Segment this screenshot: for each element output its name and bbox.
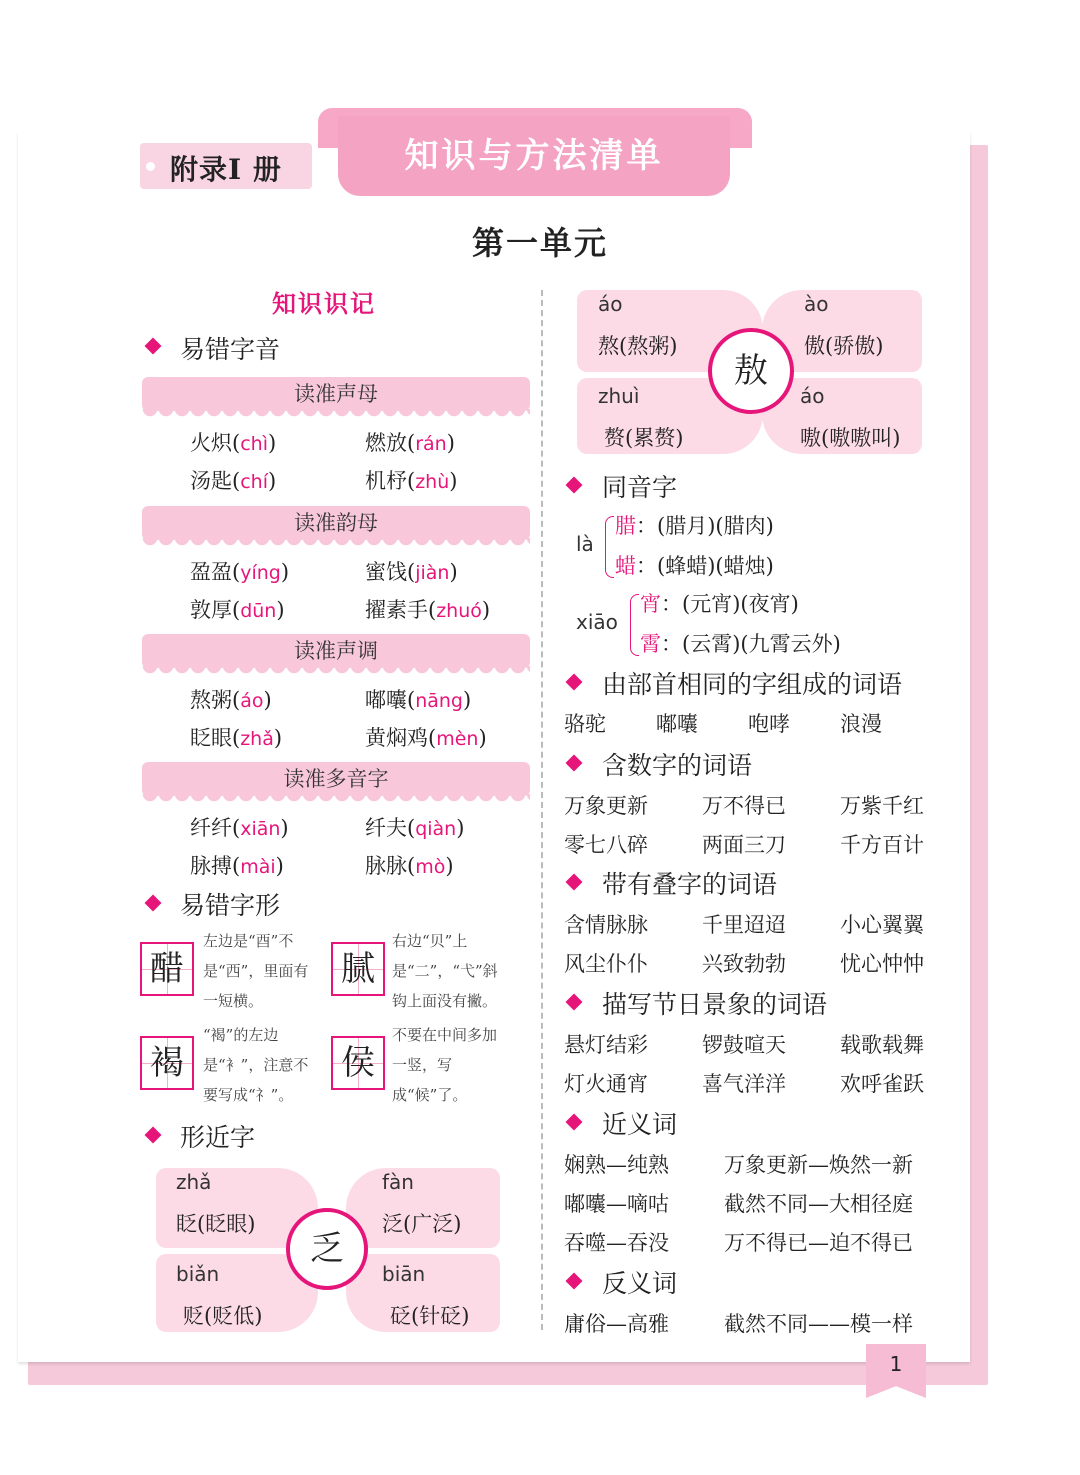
pron-word: 纤纤 [190,816,232,840]
word-item: 万紫千红 [840,794,924,818]
pron-item: 脉脉(mò) [365,854,454,878]
shape-note: 右边“贝”上是“二”，“弋”斜钩上面没有撇。 [392,932,498,1010]
section-radical-title: 由部首相同的字组成的词语 [602,670,903,699]
section-synonym-title: 近义词 [602,1110,678,1139]
pron-word: 纤夫 [365,816,407,840]
word-item: 万不得已 [702,794,786,818]
word-item: 嘟囔—嘀咕 [564,1192,669,1216]
word-item: 万象更新 [564,794,648,818]
pron-word: 盈盈 [190,560,232,584]
shape-note: “褐”的左边是“衤”，注意不要写成“礻”。 [203,1026,309,1104]
word-item: 兴致勃勃 [702,952,786,976]
pron-word: 熬粥 [190,688,232,712]
pron-item: 蜜饯(jiàn) [365,560,458,584]
band-shengdiao: 读准声调 [142,634,530,668]
word-item: 忧心忡忡 [840,952,924,976]
shape-char-box: 醋 [140,942,194,996]
shape-char-box: 腻 [331,942,385,996]
petal-word: 傲(骄傲) [804,334,884,358]
pron-item: 火炽(chì) [190,431,277,455]
word-item: 庸俗—高雅 [564,1312,669,1336]
pron-pinyin: mài [240,856,276,878]
homophone-words: ：(蜂蜡)(蜡烛) [636,554,774,578]
homophone-row [640,588,799,618]
pron-word: 眨眼 [190,726,232,750]
pron-item: 盈盈(yíng) [190,560,290,584]
section-pron-title: 易错字音 [180,335,281,364]
pron-word: 黄焖鸡 [365,726,428,750]
petal-word: 熬(熬粥) [598,334,678,358]
band-yunmu: 读准韵母 [142,506,530,540]
homophone-char: 霄 [640,632,661,656]
petal-word: 嗷(嗷嗷叫) [800,426,901,450]
pron-pinyin: zhuó [436,600,482,622]
homophone-words: ：(云霄)(九霄云外) [661,632,841,656]
word-item: 灯火通宵 [564,1072,648,1096]
homophone-char: 腊 [615,514,636,538]
pron-pinyin: áo [240,690,264,712]
pron-pinyin: mò [415,856,446,878]
pron-word: 嘟囔 [365,688,407,712]
word-item: 千里迢迢 [702,913,786,937]
homophone-pinyin: xiāo [576,610,618,634]
page-number: 1 [889,1352,903,1376]
pron-word: 蜜饯 [365,560,407,584]
section-number-title: 含数字的词语 [602,751,753,780]
pron-item: 熬粥(áo) [190,688,272,712]
petal-pinyin: áo [800,384,825,408]
word-item: 两面三刀 [702,833,786,857]
word-item: 锣鼓喧天 [702,1033,786,1057]
pron-item: 眨眼(zhǎ) [190,726,283,750]
word-item: 骆驼 [564,712,606,736]
section-homophone-title: 同音字 [602,473,678,502]
pron-pinyin: chì [240,433,268,455]
word-item: 欢呼雀跃 [840,1072,924,1096]
word-item: 载歌载舞 [840,1033,924,1057]
pron-pinyin: qiàn [415,818,457,840]
homophone-row [615,550,774,580]
pron-item: 纤夫(qiàn) [365,816,465,840]
word-item: 含情脉脉 [564,913,648,937]
section-repeat-title: 带有叠字的词语 [602,870,778,899]
pron-item: 机杼(zhù) [365,469,458,493]
flower-center: 敖 [708,328,794,414]
brace-icon [630,594,639,656]
homophone-words: ：(元宵)(夜宵) [661,592,799,616]
pron-pinyin: rán [415,433,447,455]
pron-word: 机杼 [365,469,407,493]
petal-pinyin: zhuì [598,384,640,408]
pron-pinyin: nāng [415,690,463,712]
pron-word: 擢素手 [365,598,428,622]
pron-item: 嘟囔(nāng) [365,688,472,712]
petal-pinyin: ào [804,292,829,316]
petal-pinyin: biān [382,1262,426,1286]
word-item: 万不得已—迫不得已 [724,1231,913,1255]
band-shengmu: 读准声母 [142,377,530,411]
pron-item: 汤匙(chí) [190,469,277,493]
shape-char-box: 褐 [140,1036,194,1090]
pron-word: 汤匙 [190,469,232,493]
word-item: 娴熟—纯熟 [564,1153,669,1177]
petal-pinyin: fàn [382,1170,414,1194]
petal-pinyin: áo [598,292,623,316]
banner-title: 知识与方法清单 [404,136,664,176]
petal-word: 贬(贬低) [183,1304,263,1328]
section-festival-title: 描写节日景象的词语 [602,990,828,1019]
appendix-dot-icon [146,162,155,171]
homophone-pinyin: là [576,532,594,556]
word-item: 咆哮 [748,712,790,736]
petal-word: 赘(累赘) [604,426,684,450]
homophone-row [615,510,774,540]
word-item: 嘟囔 [656,712,698,736]
word-item: 零七八碎 [564,833,648,857]
word-item: 喜气洋洋 [702,1072,786,1096]
shape-note: 不要在中间多加一竖，写成“候”了。 [392,1026,498,1104]
word-item: 截然不同——模一样 [724,1312,913,1336]
pron-pinyin: dūn [240,600,277,622]
brace-icon [605,516,614,578]
pron-pinyin: chí [240,471,268,493]
pron-item: 脉搏(mài) [190,854,284,878]
knowledge-title: 知识识记 [272,289,376,318]
pron-pinyin: mèn [436,728,479,750]
homophone-row [640,628,841,658]
pron-item: 敦厚(dūn) [190,598,285,622]
unit-title: 第一单元 [471,224,608,262]
pron-pinyin: yíng [240,562,281,584]
pron-item: 黄焖鸡(mèn) [365,726,487,750]
word-item: 截然不同—大相径庭 [724,1192,913,1216]
pron-word: 火炽 [190,431,232,455]
word-item: 浪漫 [840,712,882,736]
petal-pinyin: zhǎ [176,1170,212,1194]
word-item: 吞噬—吞没 [564,1231,669,1255]
word-item: 悬灯结彩 [564,1033,648,1057]
appendix-label: 附录Ⅰ 册 [170,153,282,186]
pron-pinyin: zhù [415,471,450,493]
word-item: 风尘仆仆 [564,952,648,976]
pron-word: 脉搏 [190,854,232,878]
section-shape-title: 易错字形 [180,891,281,920]
pron-word: 燃放 [365,431,407,455]
petal-pinyin: biǎn [176,1262,220,1286]
shape-char-box: 侯 [331,1036,385,1090]
pron-word: 脉脉 [365,854,407,878]
section-similar-title: 形近字 [180,1123,256,1152]
word-item: 千方百计 [840,833,924,857]
petal-word: 眨(眨眼) [176,1212,256,1236]
word-item: 万象更新—焕然一新 [724,1153,913,1177]
petal-word: 泛(广泛) [382,1212,462,1236]
homophone-char: 蜡 [615,554,636,578]
pron-pinyin: xiān [240,818,281,840]
homophone-words: ：(腊月)(腊肉) [636,514,774,538]
column-divider [541,290,543,1330]
pron-word: 敦厚 [190,598,232,622]
pron-pinyin: jiàn [415,562,450,584]
word-item: 小心翼翼 [840,913,924,937]
band-duoyin: 读准多音字 [142,762,530,796]
pron-pinyin: zhǎ [240,728,274,750]
petal-word: 砭(针砭) [390,1304,470,1328]
flower-center: 乏 [286,1208,368,1290]
homophone-char: 宵 [640,592,661,616]
pron-item: 燃放(rán) [365,431,455,455]
pron-item: 纤纤(xiān) [190,816,289,840]
pron-item: 擢素手(zhuó) [365,598,491,622]
section-antonym-title: 反义词 [602,1269,678,1298]
shape-note: 左边是“酉”不是“西”，里面有一短横。 [203,932,309,1010]
